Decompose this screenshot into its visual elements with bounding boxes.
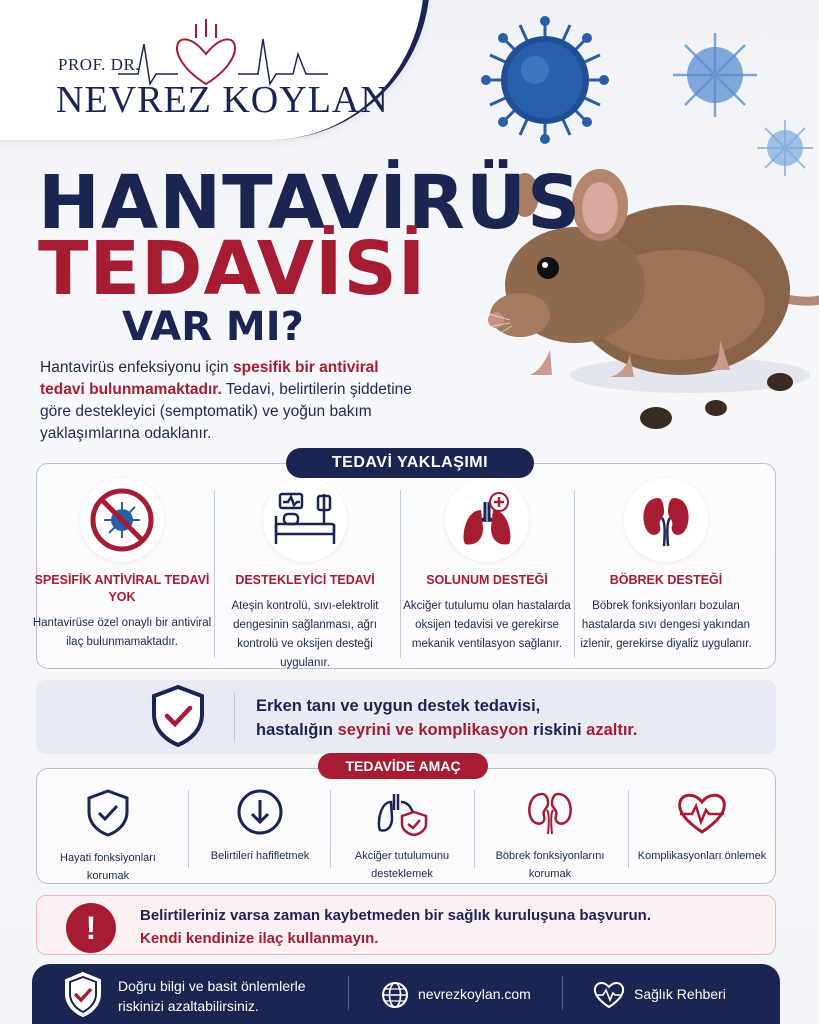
no-virus-icon <box>80 478 164 562</box>
footer-tagline <box>118 976 306 1016</box>
lungs-icon <box>445 478 529 562</box>
band-highlight: seyrini ve komplikasyon <box>337 721 529 739</box>
health-guide-label: Sağlık Rehberi <box>634 986 726 1002</box>
footer-tagline-line2: riskinizi azaltabilirsiniz. <box>118 998 259 1014</box>
heart-pulse-icon <box>674 788 730 836</box>
band-line2 <box>256 718 638 742</box>
virus-illustration-medium <box>670 30 760 120</box>
approach-heading: SOLUNUM DESTEĞİ <box>426 573 548 587</box>
globe-icon <box>380 980 410 1010</box>
lungs-shield-icon <box>374 788 430 836</box>
exclamation-icon: ! <box>66 903 116 953</box>
approach-text: Hantavirüse özel onaylı bir antiviral ilaç bulunmamaktadır. <box>32 617 212 648</box>
warning-line2: Kendi kendinize ilaç kullanmayın. <box>140 930 379 947</box>
arrow-down-circle-icon <box>236 788 284 836</box>
info-band-text <box>256 694 638 742</box>
approach-heading: SPESİFİK ANTİVİRAL TEDAVİ YOK <box>34 573 210 604</box>
warning-line1: Belirtileriniz varsa zaman kaybetmeden bir sağlık kuruluşuna başvurun. <box>140 907 652 924</box>
page-title-line1: HANTAVİRÜS <box>38 160 582 246</box>
intro-paragraph <box>40 357 420 445</box>
logo-prefix: PROF. DR. <box>58 55 141 74</box>
heart-pulse-icon <box>592 980 626 1010</box>
approach-text: Böbrek fonksiyonları bozulan hastalarda sıvı dengesi yakından izlenir, gerekirse diyaliz uygulanır. <box>580 600 752 650</box>
divider <box>188 790 189 868</box>
hospital-bed-icon <box>263 478 347 562</box>
goal-item <box>480 788 620 883</box>
goal-item <box>190 788 330 865</box>
virus-illustration-large <box>480 15 610 145</box>
divider <box>234 692 235 742</box>
approach-heading: BÖBREK DESTEĞİ <box>609 573 723 587</box>
shield-check-icon <box>62 970 104 1018</box>
goal-item <box>332 788 472 883</box>
approach-heading: DESTEKLEYİCİ TEDAVİ <box>235 573 375 587</box>
divider <box>474 790 475 868</box>
page-title-line2: TEDAVİSİ <box>38 226 427 312</box>
kidneys-icon <box>624 478 708 562</box>
approach-item <box>576 478 756 654</box>
divider <box>628 790 629 868</box>
goal-text: Akciğer tutulumunu desteklemek <box>354 850 450 880</box>
approach-text: Ateşin kontrolü, sıvı-elektrolit dengesinin sağlanması, ağrı kontrolü ve oksijen desteği uygulanır. <box>231 600 379 669</box>
approach-title: TEDAVİ YAKLAŞIMI <box>286 448 534 478</box>
divider <box>562 976 563 1010</box>
shield-check-icon <box>150 684 206 748</box>
intro-highlight: spesifik bir antiviral tedavi bulunmamaktadır. <box>40 359 379 398</box>
divider <box>330 790 331 868</box>
logo-name: NEVREZ KOYLAN <box>56 79 389 121</box>
goals-title: TEDAVİDE AMAÇ <box>318 753 488 779</box>
kidneys-icon <box>522 788 578 836</box>
approach-item <box>215 478 395 673</box>
goal-text: Hayati fonksiyonları korumak <box>60 852 156 882</box>
website-link[interactable]: nevrezkoylan.com <box>418 986 531 1002</box>
goal-text: Belirtileri hafifletmek <box>210 850 310 862</box>
footer-tagline-line1: Doğru bilgi ve basit önlemlerle <box>118 978 306 994</box>
band-highlight: azaltır. <box>586 721 638 739</box>
page-title-line3: VAR MI? <box>122 304 304 350</box>
approach-text: Akciğer tutulumu olan hastalarda oksijen tedavisi ve gerekirse mekanik ventilasyon sağlanır. <box>403 600 571 650</box>
goal-item <box>632 788 772 865</box>
band-text-part: hastalığın <box>256 721 338 739</box>
intro-part1: Hantavirüs enfeksiyonu için <box>40 359 233 376</box>
goal-item <box>38 788 178 885</box>
shield-check-icon <box>85 788 131 838</box>
goal-text: Komplikasyonları önlemek <box>637 850 767 862</box>
approach-item <box>32 478 212 652</box>
approach-item <box>397 478 577 654</box>
goal-text: Böbrek fonksiyonlarını korumak <box>495 850 605 880</box>
band-line1: Erken tanı ve uygun destek tedavisi, <box>256 697 541 715</box>
intro-part2: Tedavi, belirtilerin şiddetine göre destekleyici (semptomatik) ve yoğun bakım yaklaşımlarına odaklanır. <box>40 381 412 442</box>
divider <box>348 976 349 1010</box>
band-text-part: riskini <box>528 721 587 739</box>
